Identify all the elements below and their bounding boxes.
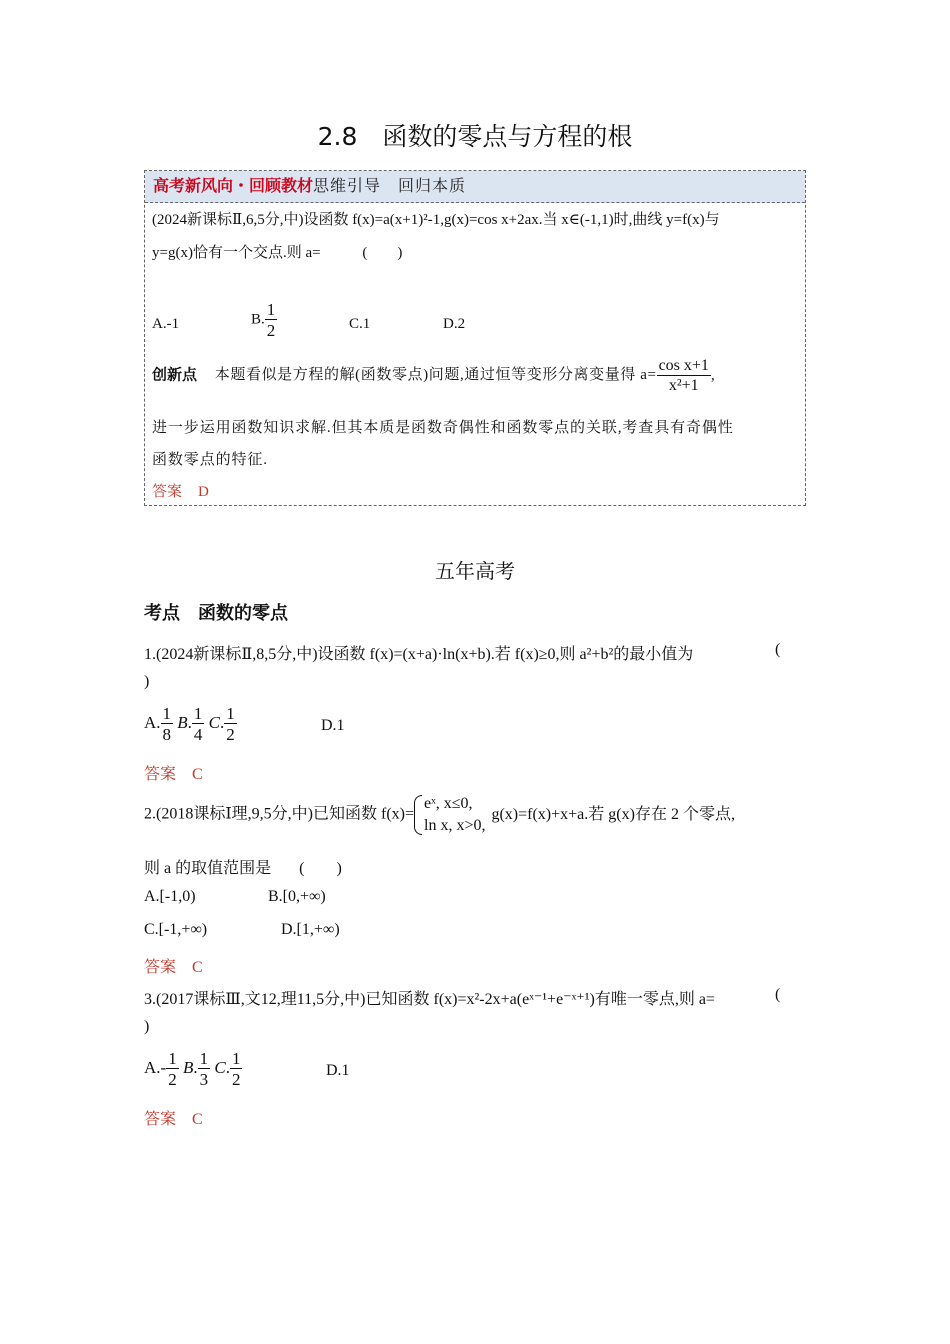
box-option-b-label: B. <box>251 311 265 328</box>
q2-question: 则 a 的取值范围是 <box>144 860 272 877</box>
box-option-a: A.-1 <box>152 316 180 332</box>
q3-text: 已知函数 f(x)=x²-2x+a(eˣ⁻¹+e⁻ˣ⁺¹)有唯一零点,则 a= <box>365 991 715 1008</box>
q2-option-d: D.[1,+∞) <box>281 921 340 938</box>
box-option-d: D.2 <box>443 316 466 332</box>
box-option-c: C.1 <box>349 316 371 332</box>
q2-option-a: A.[-1,0) <box>144 888 196 905</box>
box-problem-text1: 设函数 f(x)=a(x+1)²-1,g(x)=cos x+2ax.当 x∈(-1,1)时,曲线 y=f(x)与 <box>303 212 720 228</box>
box-problem-paren: ( ) <box>362 245 403 261</box>
innovation-fraction <box>657 358 711 394</box>
q2-text: 已知函数 f(x)= <box>312 805 414 823</box>
page-title: 2.8 函数的零点与方程的根 <box>317 122 633 151</box>
q2-piecewise <box>414 793 485 837</box>
q1-paren-close: ) <box>144 673 150 690</box>
q1-options: A. $\frac{1}{8}$ B. $\frac{1}{4}$ C. $\frac{1}{2}$ <box>144 704 235 744</box>
q2-line2 <box>144 855 342 878</box>
q1-option-d: D.1 <box>321 717 345 734</box>
q2-paren: ( ) <box>299 860 342 877</box>
innovation-line2: 进一步运用函数知识求解.但其本质是函数奇偶性和函数零点的关联,考查具有奇偶性 <box>152 420 734 436</box>
fraction-numerator: 1 <box>266 300 276 319</box>
q1-text: 设函数 f(x)=(x+a)·ln(x+b).若 f(x)≥0,则 a²+b²的最小值为 <box>317 646 694 663</box>
q2-source: 2.(2018课标Ⅰ理,9,5分,中) <box>144 805 313 823</box>
q2-piece1: eˣ, x≤0, <box>424 795 473 812</box>
q3-fraction-b: $\frac{1}{3}$ <box>199 1049 209 1089</box>
q1-answer <box>144 761 203 784</box>
q2-line1 <box>144 793 735 837</box>
answer-value: D <box>198 484 209 500</box>
q1-line1 <box>144 641 693 664</box>
q1-paren-open: ( <box>775 641 781 658</box>
innovation-text: 本题看似是方程的解(函数零点)问题,通过恒等变形分离变量得 a= <box>214 367 657 384</box>
box-problem-line2 <box>152 241 402 262</box>
answer-label: 答案 <box>144 1111 177 1128</box>
innovation-label: 创新点 <box>152 365 198 384</box>
q2-option-c: C.[-1,+∞) <box>144 921 208 938</box>
q3-line1 <box>144 986 715 1009</box>
header-red-label: 高考新风向・回顾教材 <box>153 176 314 195</box>
fraction-numerator: cos x+1 <box>658 357 709 374</box>
box-problem-line1 <box>152 208 720 229</box>
answer-label: 答案 <box>152 484 183 500</box>
q3-fraction-a: $\frac{1}{2}$ <box>168 1049 177 1089</box>
q3-paren-open: ( <box>775 986 781 1003</box>
q2-text-after: g(x)=f(x)+x+a.若 g(x)存在 2 个零点, <box>491 805 735 823</box>
q2-piece2: ln x, x>0, <box>424 817 486 834</box>
q1-fraction-a: $\frac{1}{8}$ <box>162 704 172 744</box>
box-option-b <box>251 301 277 339</box>
answer-value: C <box>192 959 203 976</box>
box-problem-text2: y=g(x)恰有一个交点.则 a= <box>152 245 321 261</box>
header-subtitle: 思维引导 回归本质 <box>313 178 467 195</box>
subsection-title: 考点 函数的零点 <box>144 603 288 624</box>
fraction-denominator: x²+1 <box>668 377 699 394</box>
answer-value: C <box>192 766 203 783</box>
innovation-line1: 创新点 本题看似是方程的解(函数零点)问题,通过恒等变形分离变量得 a= $\frac{\text{cos x+1}}{\text{x²+1}}$ , <box>152 357 715 394</box>
q1-source: 1.(2024新课标Ⅱ,8,5分,中) <box>144 646 318 663</box>
q2-option-b: B.[0,+∞) <box>268 888 326 905</box>
q3-source: 3.(2017课标Ⅲ,文12,理11,5分,中) <box>144 991 366 1008</box>
left-brace <box>414 795 422 835</box>
q3-options: A.- $\frac{1}{2}$ B. $\frac{1}{3}$ C. $\frac{1}{2}$ <box>144 1049 241 1089</box>
fraction-denominator: 2 <box>266 321 276 340</box>
box-problem-source: (2024新课标Ⅱ,6,5分,中) <box>152 212 304 228</box>
q1-fraction-b: $\frac{1}{4}$ <box>193 704 203 744</box>
box-option-b-fraction <box>265 301 278 339</box>
answer-value: C <box>192 1111 203 1128</box>
q1-fraction-c: $\frac{1}{2}$ <box>226 704 235 744</box>
answer-label: 答案 <box>144 959 177 976</box>
section-title: 五年高考 <box>435 559 515 583</box>
innovation-line3: 函数零点的特征. <box>152 452 268 468</box>
box-answer <box>152 480 209 501</box>
q2-answer <box>144 954 203 977</box>
q3-option-d: D.1 <box>326 1062 350 1079</box>
box-header <box>145 171 805 203</box>
q3-fraction-c: $\frac{1}{2}$ <box>231 1049 241 1089</box>
q3-paren-close: ) <box>144 1018 150 1035</box>
q3-answer <box>144 1106 203 1129</box>
answer-label: 答案 <box>144 766 177 783</box>
